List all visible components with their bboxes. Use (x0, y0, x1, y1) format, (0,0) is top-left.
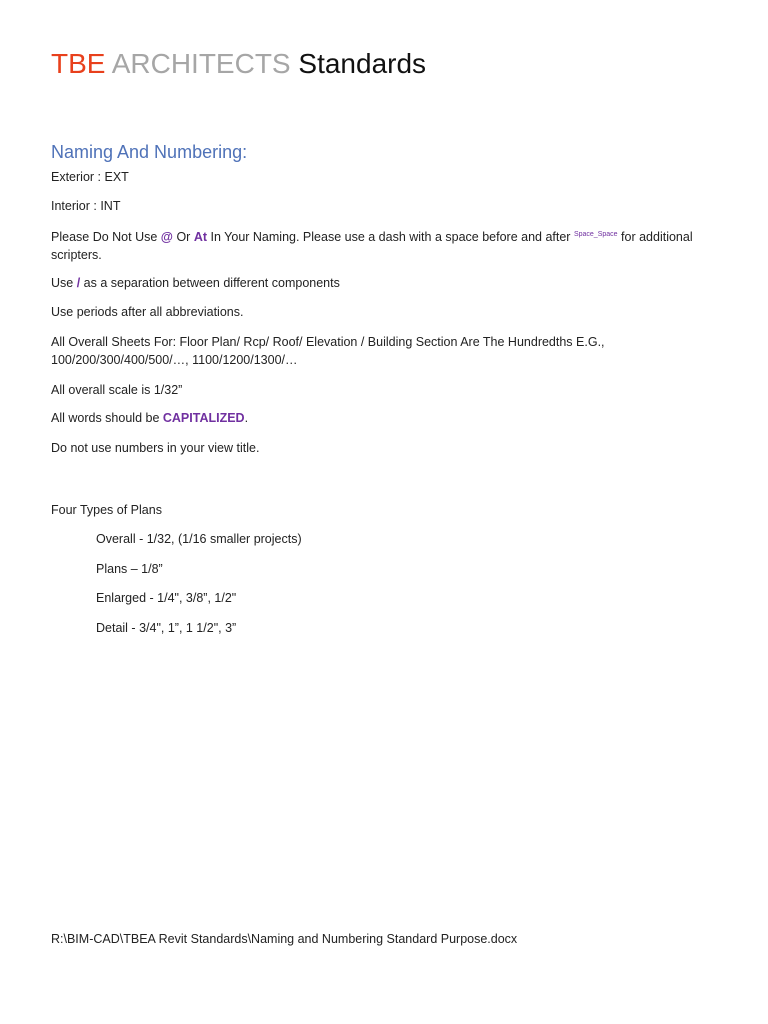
brand-architects: ARCHITECTS (111, 48, 291, 79)
naming-rule-paragraph (51, 226, 711, 264)
at-word: At (193, 230, 208, 245)
footer-file-path: R:\BIM-CAD\TBEA Revit Standards\Naming and Numbering Standard Purpose.docx (51, 932, 518, 946)
text-segment: In Your Naming. Please use a dash with a space before and after (207, 230, 574, 245)
plan-item-detail: Detail - 3/4", 1”, 1 1/2", 3” (96, 621, 237, 635)
text-segment: Or (172, 230, 194, 245)
text-segment: . (244, 411, 249, 425)
plan-item-enlarged: Enlarged - 1/4", 3/8”, 1/2" (96, 591, 237, 605)
plans-heading: Four Types of Plans (51, 503, 162, 517)
brand-tbe: TBE (51, 48, 106, 79)
capitalized-word: CAPITALIZED (162, 411, 245, 425)
plan-item-overall: Overall - 1/32, (1/16 smaller projects) (96, 532, 302, 546)
text-segment: for additional scripters. (51, 230, 693, 263)
separator-rule (51, 274, 711, 292)
brand-standards: Standards (298, 48, 427, 79)
text-segment: Please Do Not Use (51, 230, 161, 245)
section-title: Naming And Numbering: (51, 142, 248, 162)
text-segment: Use (51, 276, 77, 290)
space-dash: _ (593, 231, 598, 238)
capitalize-rule (51, 409, 711, 427)
space-label-left: Space (573, 231, 594, 238)
scale-rule: All overall scale is 1/32” (51, 383, 183, 397)
document-header (51, 46, 426, 82)
exterior-line: Exterior : EXT (51, 170, 129, 184)
slash-symbol: / (76, 276, 81, 290)
overall-sheets-rule: All Overall Sheets For: Floor Plan/ Rcp/ Roof/ Elevation / Building Section Are The Hundredths E.G., 100/200/300/400/500/…, 1100/1200/1300/… (51, 335, 605, 367)
periods-rule: Use periods after all abbreviations. (51, 305, 244, 319)
text-segment: All words should be (51, 411, 163, 425)
text-segment: as a separation between different components (80, 276, 340, 290)
no-numbers-rule: Do not use numbers in your view title. (51, 441, 260, 455)
at-symbol: @ (160, 230, 173, 245)
plan-item-plans: Plans – 1/8” (96, 562, 163, 576)
space-label-right: Space (597, 231, 618, 238)
interior-line: Interior : INT (51, 199, 121, 213)
